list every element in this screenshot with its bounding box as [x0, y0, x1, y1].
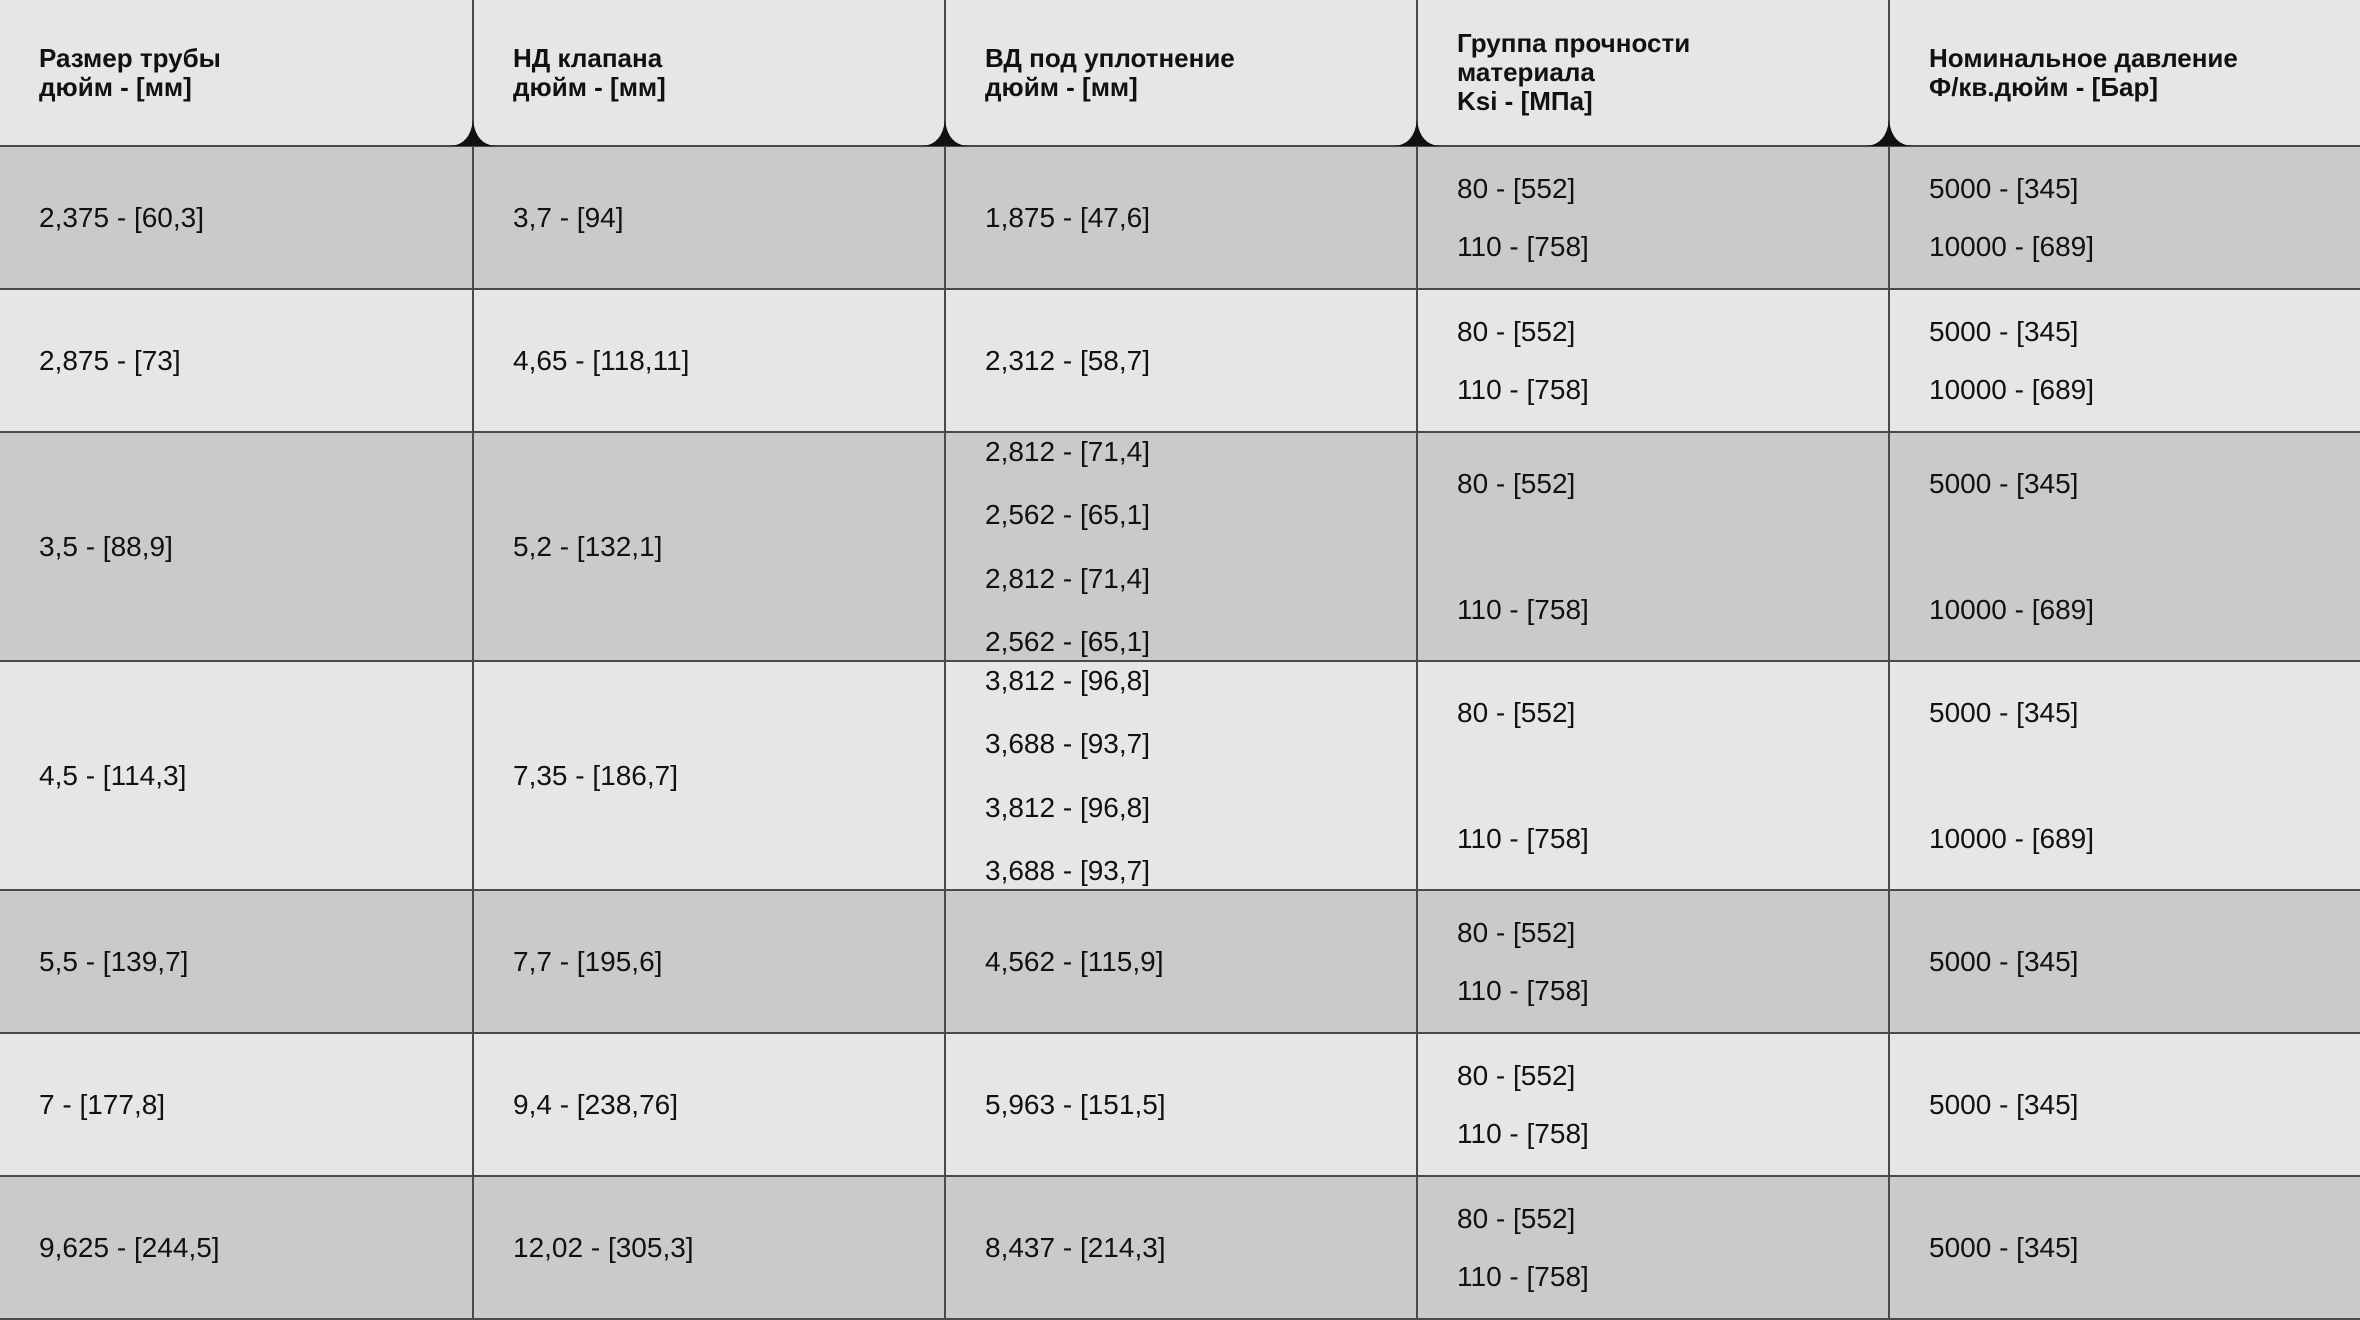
- cell-value: 80 - [552]: [1457, 173, 1576, 204]
- table-row: [0, 1034, 2360, 1177]
- cell-value: 3,5 - [88,9]: [39, 531, 173, 562]
- cell-pressure: [1888, 147, 2360, 288]
- cell-strength-group: [1416, 1177, 1888, 1318]
- cell-strength-group: [1416, 662, 1888, 889]
- cell-pressure: [1888, 662, 2360, 889]
- table-row: [0, 433, 2360, 662]
- table-header: [0, 0, 2360, 147]
- cell-value: 4,5 - [114,3]: [39, 760, 187, 791]
- table-body: [0, 147, 2360, 1320]
- cell-value: 80 - [552]: [1457, 316, 1576, 347]
- cell-value: 3,688 - [93,7]: [985, 728, 1151, 760]
- cell-pressure: [1888, 1177, 2360, 1318]
- header-seal-id: [944, 0, 1416, 145]
- table-row: [0, 290, 2360, 433]
- cell-value: 3,812 - [96,8]: [985, 665, 1151, 696]
- cell-value: 110 - [758]: [1457, 975, 1589, 1006]
- cell-seal-id: [944, 433, 1416, 660]
- cell-valve-od: [472, 147, 944, 288]
- cell-value: 2,312 - [58,7]: [985, 345, 1151, 376]
- cell-pipe-size: [0, 1177, 472, 1318]
- cell-value: 7,7 - [195,6]: [513, 946, 663, 977]
- table-row: [0, 147, 2360, 290]
- cell-value: 3,688 - [93,7]: [985, 854, 1151, 886]
- cell-value: 110 - [758]: [1457, 1118, 1589, 1149]
- cell-strength-group: [1416, 147, 1888, 288]
- cell-value: 110 - [758]: [1457, 594, 1589, 625]
- cell-strength-group: [1416, 290, 1888, 431]
- cell-strength-group: [1416, 433, 1888, 660]
- table-row: [0, 1177, 2360, 1320]
- cell-seal-id: [944, 1034, 1416, 1175]
- cell-value: 5000 - [345]: [1929, 697, 2079, 728]
- cell-value: 5,2 - [132,1]: [513, 531, 663, 562]
- cell-value: 2,375 - [60,3]: [39, 202, 205, 233]
- cell-value: 3,812 - [96,8]: [985, 791, 1151, 823]
- header-label: Группа прочности материала Ksi - [МПа]: [1457, 28, 1691, 116]
- cell-value: 4,562 - [115,9]: [985, 946, 1164, 977]
- cell-strength-group: [1416, 1034, 1888, 1175]
- cell-pipe-size: [0, 662, 472, 889]
- cell-pressure: [1888, 891, 2360, 1032]
- cell-value: 110 - [758]: [1457, 231, 1589, 262]
- cell-seal-id: [944, 290, 1416, 431]
- cell-value: 8,437 - [214,3]: [985, 1232, 1166, 1263]
- cell-valve-od: [472, 1034, 944, 1175]
- cell-value: 5000 - [345]: [1929, 316, 2079, 347]
- cell-seal-id: [944, 1177, 1416, 1318]
- cell-value: 4,65 - [118,11]: [513, 345, 690, 376]
- cell-pressure: [1888, 433, 2360, 660]
- cell-value: 5,5 - [139,7]: [39, 946, 189, 977]
- cell-value: 2,875 - [73]: [39, 345, 181, 376]
- cell-valve-od: [472, 1177, 944, 1318]
- cell-pipe-size: [0, 433, 472, 660]
- cell-value: 3,7 - [94]: [513, 202, 624, 233]
- cell-value: 10000 - [689]: [1929, 231, 2095, 262]
- cell-seal-id: [944, 147, 1416, 288]
- cell-pipe-size: [0, 1034, 472, 1175]
- table-row: [0, 662, 2360, 891]
- cell-value: 10000 - [689]: [1929, 594, 2095, 625]
- cell-pipe-size: [0, 147, 472, 288]
- cell-value: 2,562 - [65,1]: [985, 499, 1151, 531]
- cell-value: 7,35 - [186,7]: [513, 760, 679, 791]
- cell-value: 80 - [552]: [1457, 697, 1576, 728]
- header-label: ВД под уплотнение дюйм - [мм]: [985, 42, 1235, 102]
- header-label: Размер трубы дюйм - [мм]: [39, 42, 221, 102]
- cell-seal-id: [944, 662, 1416, 889]
- cell-value: 9,4 - [238,76]: [513, 1089, 679, 1120]
- cell-value: 2,812 - [71,4]: [985, 562, 1151, 594]
- cell-value: 5000 - [345]: [1929, 173, 2079, 204]
- cell-value: 10000 - [689]: [1929, 823, 2095, 854]
- cell-pipe-size: [0, 891, 472, 1032]
- cell-value: 10000 - [689]: [1929, 374, 2095, 405]
- cell-value: 9,625 - [244,5]: [39, 1232, 220, 1263]
- cell-value: 5,963 - [151,5]: [985, 1089, 1166, 1120]
- cell-value: 110 - [758]: [1457, 1261, 1589, 1292]
- header-label: Номинальное давление Ф/кв.дюйм - [Бар]: [1929, 42, 2238, 102]
- cell-strength-group: [1416, 891, 1888, 1032]
- header-strength-group: [1416, 0, 1888, 145]
- cell-valve-od: [472, 891, 944, 1032]
- cell-valve-od: [472, 662, 944, 889]
- cell-value: 80 - [552]: [1457, 468, 1576, 499]
- cell-value: 2,812 - [71,4]: [985, 436, 1151, 467]
- cell-seal-id: [944, 891, 1416, 1032]
- table-row: [0, 891, 2360, 1034]
- cell-value: 5000 - [345]: [1929, 946, 2079, 977]
- cell-value: 12,02 - [305,3]: [513, 1232, 694, 1263]
- cell-pressure: [1888, 1034, 2360, 1175]
- cell-value: 80 - [552]: [1457, 1203, 1576, 1234]
- cell-value: 5000 - [345]: [1929, 468, 2079, 499]
- header-pressure: [1888, 0, 2360, 145]
- header-pipe-size: [0, 0, 472, 145]
- header-valve-od: [472, 0, 944, 145]
- cell-pressure: [1888, 290, 2360, 431]
- cell-value: 5000 - [345]: [1929, 1232, 2079, 1263]
- header-label: НД клапана дюйм - [мм]: [513, 42, 666, 102]
- cell-value: 5000 - [345]: [1929, 1089, 2079, 1120]
- cell-value: 1,875 - [47,6]: [985, 202, 1151, 233]
- cell-value: 110 - [758]: [1457, 374, 1589, 405]
- cell-value: 7 - [177,8]: [39, 1089, 166, 1120]
- cell-value: 80 - [552]: [1457, 917, 1576, 948]
- cell-value: 2,562 - [65,1]: [985, 625, 1151, 657]
- cell-valve-od: [472, 290, 944, 431]
- cell-valve-od: [472, 433, 944, 660]
- cell-pipe-size: [0, 290, 472, 431]
- cell-value: 110 - [758]: [1457, 823, 1589, 854]
- cell-value: 80 - [552]: [1457, 1060, 1576, 1091]
